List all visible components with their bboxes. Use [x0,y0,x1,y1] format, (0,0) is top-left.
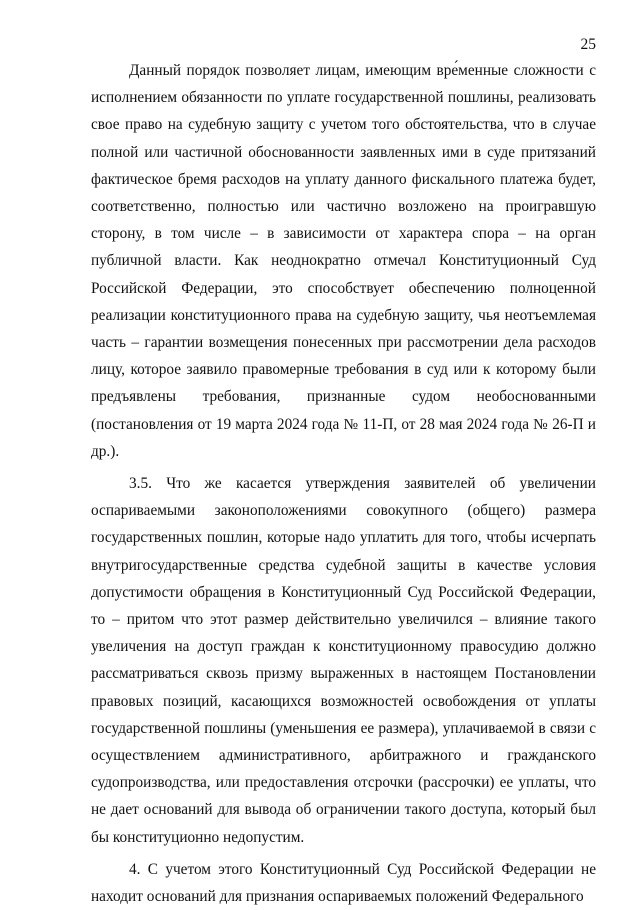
document-body [91,57,596,910]
paragraph-2: 3.5. Что же касается утверждения заявителей об увеличении оспариваемыми законоположениями совокупного (общего) размера государственных пошлин, которые надо уплатить для того, чтобы исчерпать внутригосударственные средства судебной защиты в качестве условия допустимости обращения в Конституционный Суд Российской Федерации, то – притом что этот размер действительно увеличился – влияние такого увеличения на доступ граждан к конституционному правосудию должно рассматриваться сквозь призму выраженных в настоящем Постановлении правовых позиций, касающихся возможностей освобождения от уплаты государственной пошлины (уменьшения ее размера), уплачиваемой в связи с осуществлением административного, арбитражного и гражданского судопроизводства, или предоставления отсрочки (рассрочки) ее уплаты, что не дает оснований для вывода об ограничении такого доступа, который был бы конституционно недопустим. [91,475,596,846]
paragraph-3: 4. С учетом этого Конституционный Суд Российской Федерации не находит оснований для признания оспариваемых положений Федерального [91,860,596,906]
page-number: 25 [580,36,596,53]
paragraph-1: Данный порядок позволяет лицам, имеющим вре́менные сложности с исполнением обязанности по уплате государственной пошлины, реализовать свое право на судебную защиту с учетом того обстоятельства, что в случае полной или частичной обоснованности заявленных ими в суде притязаний фактическое бремя расходов на уплату данного фискального платежа будет, соответственно, полностью или частично возложено на проигравшую сторону, в том числе – в зависимости от характера спора – на орган публичной власти. Как неоднократно отмечал Конституционный Суд Российской Федерации, это способствует обеспечению полноценной реализации конституционного права на судебную защиту, чья неотъемлемая часть – гарантии возмещения понесенных при рассмотрении дела расходов лицу, которое заявило правомерные требования в суд или к которому были предъявлены требования, признанные судом необоснованными (постановления от 19 марта 2024 года № 11-П, от 28 мая 2024 года № 26-П и др.). [91,62,596,460]
